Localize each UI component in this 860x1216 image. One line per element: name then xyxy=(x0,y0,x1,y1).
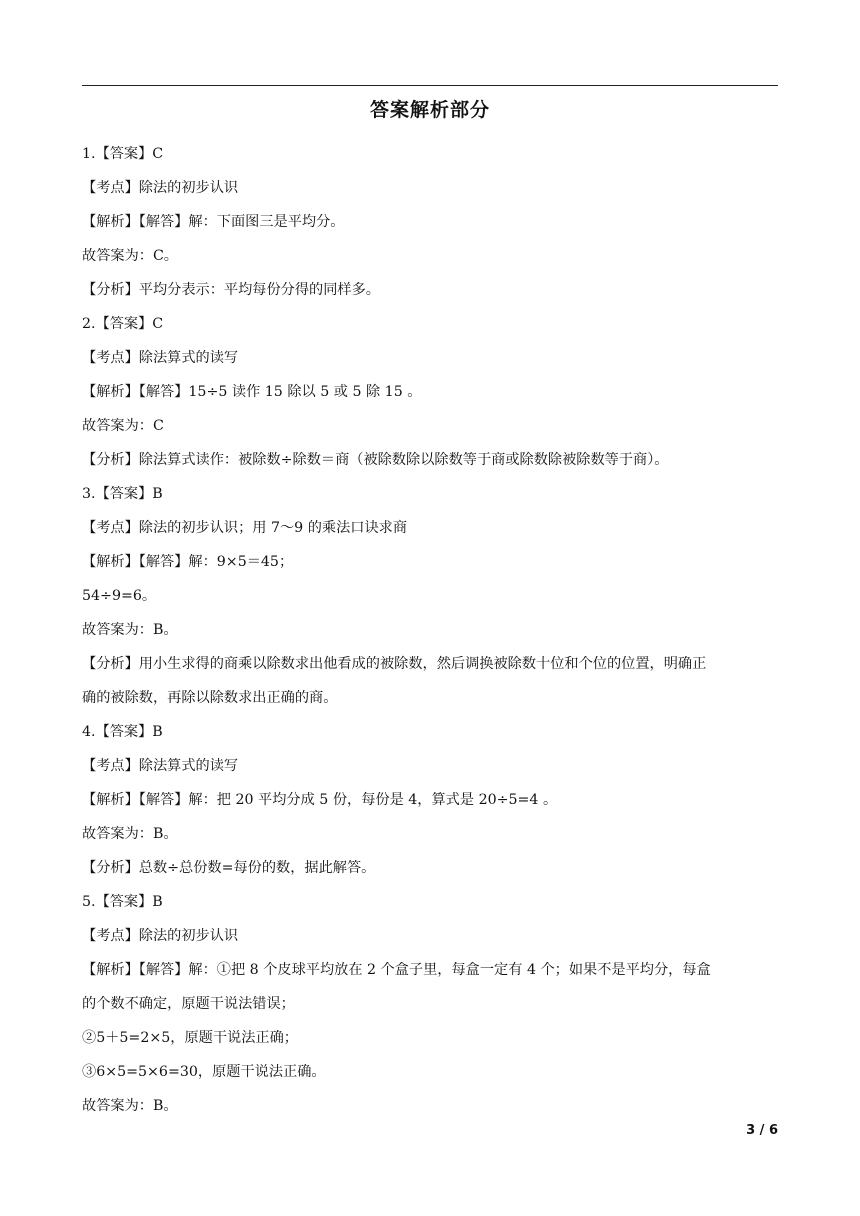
answer-line: 故答案为：B。 xyxy=(82,622,178,638)
answer-line: ③6×5=5×6=30，原题干说法正确。 xyxy=(82,1064,326,1080)
answer-line: 【考点】除法的初步认识 xyxy=(82,928,239,944)
answer-line: 54÷9=6。 xyxy=(82,588,157,604)
page-title: 答案解析部分 xyxy=(369,99,490,121)
answer-line: 故答案为：C。 xyxy=(82,248,178,264)
answer-line: 的个数不确定，原题干说法错误； xyxy=(82,996,295,1012)
answer-line: 确的被除数，再除以除数求出正确的商。 xyxy=(82,690,338,706)
answer-line: 【考点】除法算式的读写 xyxy=(82,350,239,366)
answer-line: 【分析】用小生求得的商乘以除数求出他看成的被除数，然后调换被除数十位和个位的位置，明确正 xyxy=(82,656,707,672)
answer-line: 4.【答案】B xyxy=(82,724,163,740)
answer-line: 【考点】除法的初步认识 xyxy=(82,180,239,196)
answer-line: 【分析】除法算式读作：被除数÷除数＝商（被除数除以除数等于商或除数除被除数等于商）。 xyxy=(82,452,669,468)
answer-line: 【解析】【解答】15÷5 读作 15 除以 5 或 5 除 15 。 xyxy=(82,384,422,400)
answer-line: 故答案为：B。 xyxy=(82,826,178,842)
answer-line: 【解析】【解答】解：9×5＝45； xyxy=(82,554,294,570)
answer-line: 【解析】【解答】解：把 20 平均分成 5 份，每份是 4，算式是 20÷5=4 。 xyxy=(82,792,558,808)
answer-line: 【考点】除法算式的读写 xyxy=(82,758,239,774)
answer-line: 【考点】除法的初步认识；用 7～9 的乘法口诀求商 xyxy=(82,520,408,536)
answer-line: 3.【答案】B xyxy=(82,486,163,502)
page-number: 3 / 6 xyxy=(746,1123,778,1138)
answer-line: 【分析】总数÷总份数=每份的数，据此解答。 xyxy=(82,860,376,876)
answer-line: 【解析】【解答】解：①把 8 个皮球平均放在 2 个盒子里，每盒一定有 4 个；如果不是平均分，每盒 xyxy=(82,962,711,978)
answer-line: 故答案为：C xyxy=(82,418,164,434)
answer-line: 【解析】【解答】解：下面图三是平均分。 xyxy=(82,214,345,230)
answer-line: 5.【答案】B xyxy=(82,894,163,910)
answer-line: 故答案为：B。 xyxy=(82,1098,178,1114)
answer-content xyxy=(82,137,782,1123)
header-rule xyxy=(82,85,778,86)
answer-line: 2.【答案】C xyxy=(82,316,164,332)
answer-line: ②5＋5=2×5，原题干说法正确； xyxy=(82,1030,298,1046)
answer-line: 【分析】平均分表示：平均每份分得的同样多。 xyxy=(82,282,380,298)
answer-line: 1.【答案】C xyxy=(82,146,164,162)
